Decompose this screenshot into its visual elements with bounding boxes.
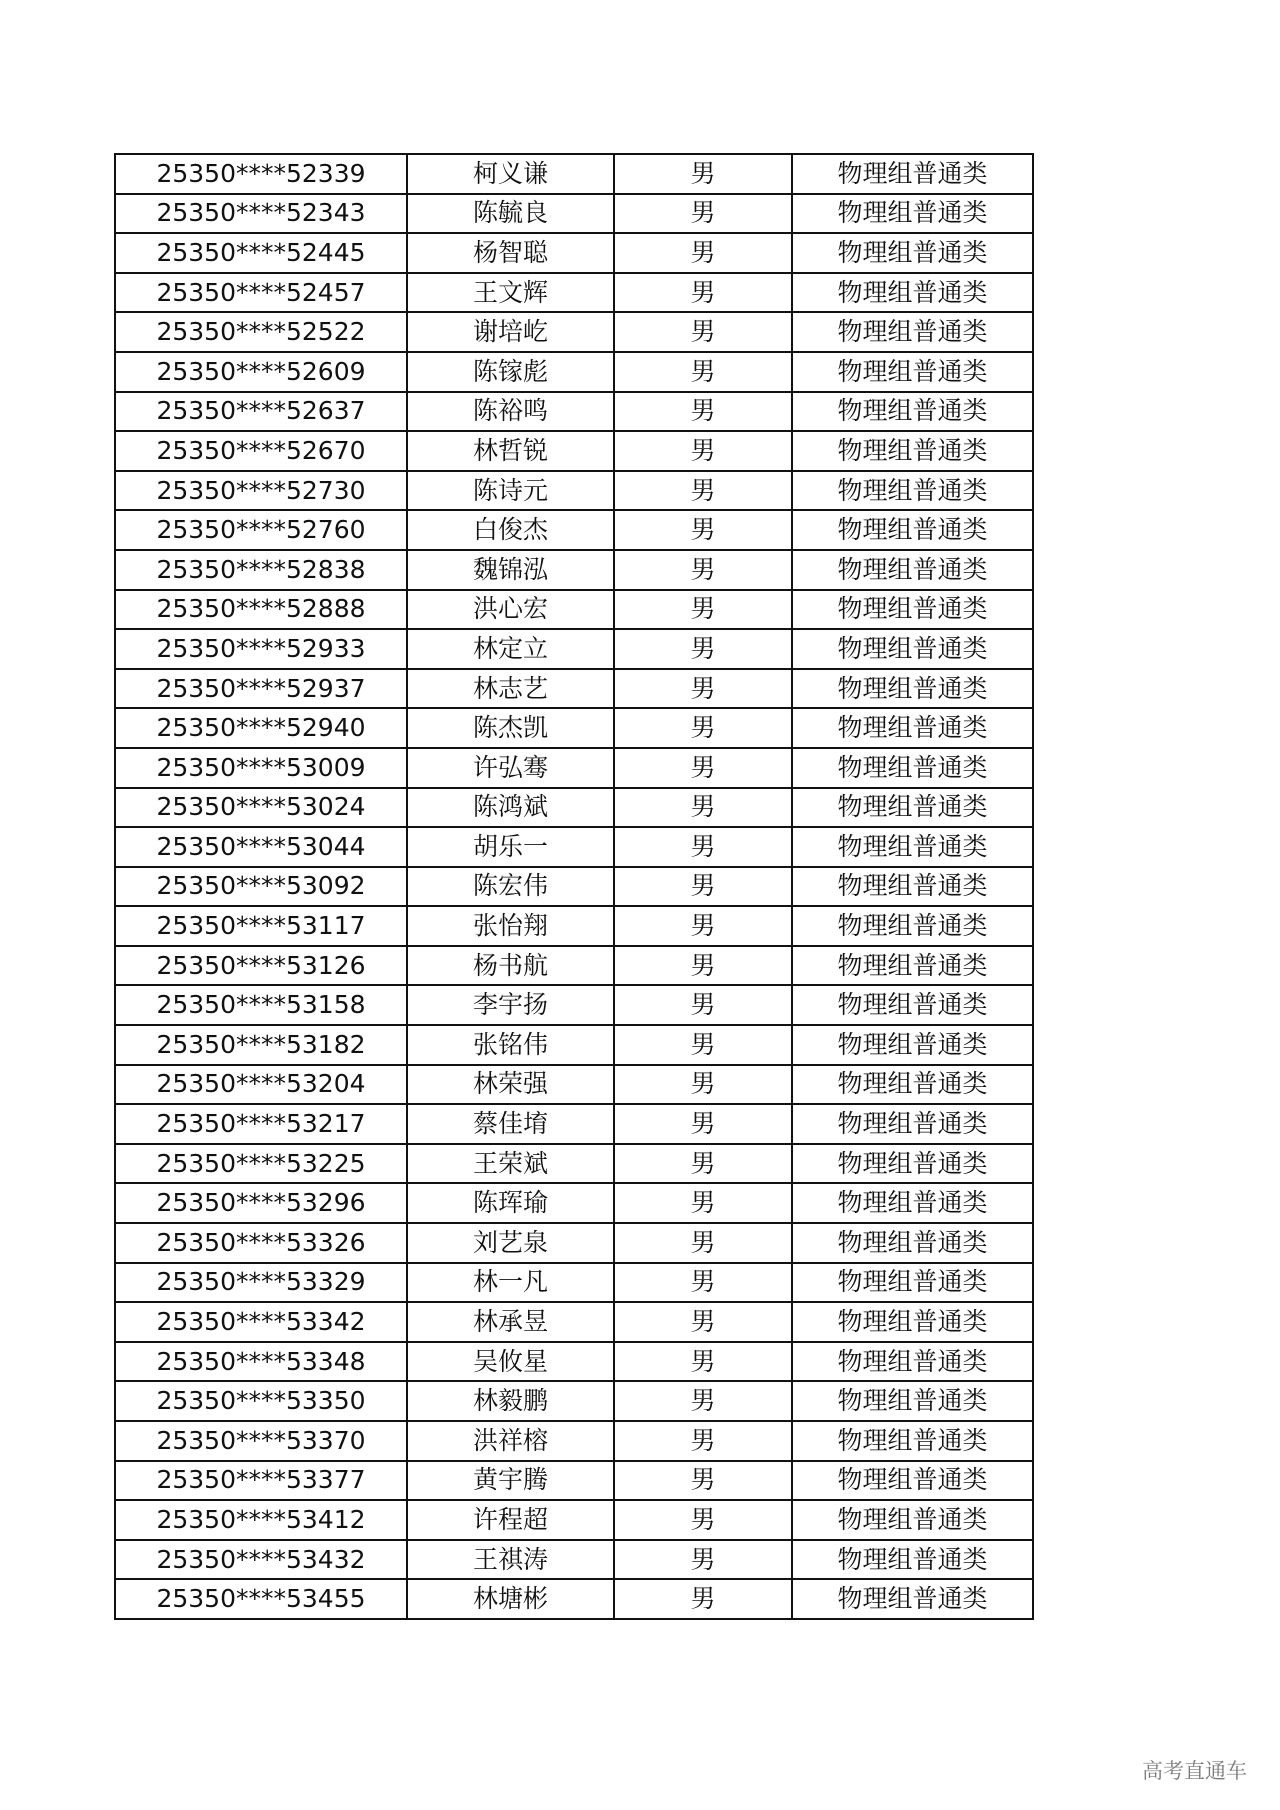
table-row xyxy=(115,1461,1033,1501)
exam-id-cell: 25350****53126 xyxy=(115,946,407,986)
student-name-cell: 谢培屹 xyxy=(407,312,614,352)
category-cell: 物理组普通类 xyxy=(792,1223,1033,1263)
category-cell: 物理组普通类 xyxy=(792,312,1033,352)
exam-id-cell: 25350****53296 xyxy=(115,1183,407,1223)
category-cell: 物理组普通类 xyxy=(792,946,1033,986)
student-name-cell: 林塘彬 xyxy=(407,1579,614,1619)
category-cell: 物理组普通类 xyxy=(792,906,1033,946)
exam-id-cell: 25350****53432 xyxy=(115,1540,407,1580)
gender-cell: 男 xyxy=(614,708,792,748)
exam-id-cell: 25350****52457 xyxy=(115,273,407,313)
exam-id-cell: 25350****53092 xyxy=(115,867,407,907)
exam-id-cell: 25350****53370 xyxy=(115,1421,407,1461)
roster-table-body xyxy=(115,154,1033,1619)
student-name-cell: 张怡翔 xyxy=(407,906,614,946)
exam-id-cell: 25350****52730 xyxy=(115,471,407,511)
gender-cell: 男 xyxy=(614,1104,792,1144)
student-name-cell: 林荣强 xyxy=(407,1065,614,1105)
student-name-cell: 黄宇腾 xyxy=(407,1461,614,1501)
table-row xyxy=(115,233,1033,273)
gender-cell: 男 xyxy=(614,1342,792,1382)
exam-id-cell: 25350****52933 xyxy=(115,629,407,669)
table-row xyxy=(115,788,1033,828)
gender-cell: 男 xyxy=(614,1461,792,1501)
gender-cell: 男 xyxy=(614,1302,792,1342)
exam-id-cell: 25350****52522 xyxy=(115,312,407,352)
gender-cell: 男 xyxy=(614,1381,792,1421)
gender-cell: 男 xyxy=(614,1500,792,1540)
gender-cell: 男 xyxy=(614,788,792,828)
table-row xyxy=(115,1302,1033,1342)
table-row xyxy=(115,1144,1033,1184)
exam-id-cell: 25350****52445 xyxy=(115,233,407,273)
category-cell: 物理组普通类 xyxy=(792,1302,1033,1342)
table-row xyxy=(115,154,1033,194)
table-row xyxy=(115,471,1033,511)
exam-id-cell: 25350****52838 xyxy=(115,550,407,590)
gender-cell: 男 xyxy=(614,471,792,511)
category-cell: 物理组普通类 xyxy=(792,550,1033,590)
table-row xyxy=(115,510,1033,550)
category-cell: 物理组普通类 xyxy=(792,431,1033,471)
gender-cell: 男 xyxy=(614,273,792,313)
gender-cell: 男 xyxy=(614,748,792,788)
category-cell: 物理组普通类 xyxy=(792,392,1033,432)
gender-cell: 男 xyxy=(614,906,792,946)
exam-id-cell: 25350****53182 xyxy=(115,1025,407,1065)
category-cell: 物理组普通类 xyxy=(792,471,1033,511)
table-row xyxy=(115,194,1033,234)
table-row xyxy=(115,985,1033,1025)
student-name-cell: 陈诗元 xyxy=(407,471,614,511)
table-row xyxy=(115,590,1033,630)
category-cell: 物理组普通类 xyxy=(792,590,1033,630)
gender-cell: 男 xyxy=(614,629,792,669)
gender-cell: 男 xyxy=(614,1579,792,1619)
table-row xyxy=(115,827,1033,867)
student-name-cell: 洪祥榕 xyxy=(407,1421,614,1461)
student-name-cell: 林一凡 xyxy=(407,1263,614,1303)
table-row xyxy=(115,708,1033,748)
student-name-cell: 陈珲瑜 xyxy=(407,1183,614,1223)
category-cell: 物理组普通类 xyxy=(792,867,1033,907)
category-cell: 物理组普通类 xyxy=(792,1421,1033,1461)
exam-id-cell: 25350****53117 xyxy=(115,906,407,946)
category-cell: 物理组普通类 xyxy=(792,154,1033,194)
gender-cell: 男 xyxy=(614,550,792,590)
category-cell: 物理组普通类 xyxy=(792,194,1033,234)
category-cell: 物理组普通类 xyxy=(792,708,1033,748)
category-cell: 物理组普通类 xyxy=(792,1144,1033,1184)
student-name-cell: 王荣斌 xyxy=(407,1144,614,1184)
table-row xyxy=(115,1579,1033,1619)
table-row xyxy=(115,312,1033,352)
student-name-cell: 林哲锐 xyxy=(407,431,614,471)
gender-cell: 男 xyxy=(614,154,792,194)
exam-id-cell: 25350****52937 xyxy=(115,669,407,709)
exam-id-cell: 25350****52940 xyxy=(115,708,407,748)
table-row xyxy=(115,1025,1033,1065)
student-name-cell: 陈鸿斌 xyxy=(407,788,614,828)
student-name-cell: 洪心宏 xyxy=(407,590,614,630)
student-roster-table xyxy=(114,153,1034,1620)
category-cell: 物理组普通类 xyxy=(792,985,1033,1025)
student-name-cell: 林志艺 xyxy=(407,669,614,709)
exam-id-cell: 25350****53412 xyxy=(115,1500,407,1540)
gender-cell: 男 xyxy=(614,1540,792,1580)
student-name-cell: 刘艺泉 xyxy=(407,1223,614,1263)
exam-id-cell: 25350****52888 xyxy=(115,590,407,630)
gender-cell: 男 xyxy=(614,194,792,234)
table-row xyxy=(115,1104,1033,1144)
table-row xyxy=(115,1065,1033,1105)
student-name-cell: 王祺涛 xyxy=(407,1540,614,1580)
exam-id-cell: 25350****53204 xyxy=(115,1065,407,1105)
table-row xyxy=(115,1421,1033,1461)
category-cell: 物理组普通类 xyxy=(792,827,1033,867)
student-name-cell: 魏锦泓 xyxy=(407,550,614,590)
gender-cell: 男 xyxy=(614,946,792,986)
table-row xyxy=(115,352,1033,392)
exam-id-cell: 25350****53329 xyxy=(115,1263,407,1303)
gender-cell: 男 xyxy=(614,431,792,471)
gender-cell: 男 xyxy=(614,867,792,907)
category-cell: 物理组普通类 xyxy=(792,233,1033,273)
category-cell: 物理组普通类 xyxy=(792,1342,1033,1382)
category-cell: 物理组普通类 xyxy=(792,1381,1033,1421)
exam-id-cell: 25350****53158 xyxy=(115,985,407,1025)
student-name-cell: 李宇扬 xyxy=(407,985,614,1025)
student-name-cell: 杨智聪 xyxy=(407,233,614,273)
table-row xyxy=(115,1183,1033,1223)
category-cell: 物理组普通类 xyxy=(792,669,1033,709)
student-name-cell: 陈宏伟 xyxy=(407,867,614,907)
category-cell: 物理组普通类 xyxy=(792,510,1033,550)
category-cell: 物理组普通类 xyxy=(792,273,1033,313)
category-cell: 物理组普通类 xyxy=(792,1540,1033,1580)
table-row xyxy=(115,273,1033,313)
student-name-cell: 张铭伟 xyxy=(407,1025,614,1065)
table-row xyxy=(115,1223,1033,1263)
gender-cell: 男 xyxy=(614,590,792,630)
watermark-text: 高考直通车 xyxy=(1142,1759,1247,1783)
student-name-cell: 杨书航 xyxy=(407,946,614,986)
table-row xyxy=(115,867,1033,907)
exam-id-cell: 25350****52609 xyxy=(115,352,407,392)
category-cell: 物理组普通类 xyxy=(792,1579,1033,1619)
table-row xyxy=(115,1500,1033,1540)
gender-cell: 男 xyxy=(614,1065,792,1105)
student-name-cell: 王文辉 xyxy=(407,273,614,313)
gender-cell: 男 xyxy=(614,1144,792,1184)
exam-id-cell: 25350****52637 xyxy=(115,392,407,432)
category-cell: 物理组普通类 xyxy=(792,1065,1033,1105)
exam-id-cell: 25350****53377 xyxy=(115,1461,407,1501)
gender-cell: 男 xyxy=(614,827,792,867)
table-row xyxy=(115,748,1033,788)
gender-cell: 男 xyxy=(614,352,792,392)
student-name-cell: 许弘骞 xyxy=(407,748,614,788)
student-name-cell: 林承昱 xyxy=(407,1302,614,1342)
category-cell: 物理组普通类 xyxy=(792,352,1033,392)
table-row xyxy=(115,946,1033,986)
table-row xyxy=(115,1540,1033,1580)
category-cell: 物理组普通类 xyxy=(792,629,1033,669)
table-row xyxy=(115,1263,1033,1303)
gender-cell: 男 xyxy=(614,1421,792,1461)
category-cell: 物理组普通类 xyxy=(792,1183,1033,1223)
table-row xyxy=(115,906,1033,946)
category-cell: 物理组普通类 xyxy=(792,1025,1033,1065)
category-cell: 物理组普通类 xyxy=(792,748,1033,788)
category-cell: 物理组普通类 xyxy=(792,1104,1033,1144)
student-name-cell: 吴攸星 xyxy=(407,1342,614,1382)
gender-cell: 男 xyxy=(614,312,792,352)
gender-cell: 男 xyxy=(614,392,792,432)
student-name-cell: 许程超 xyxy=(407,1500,614,1540)
exam-id-cell: 25350****53044 xyxy=(115,827,407,867)
student-name-cell: 林毅鹏 xyxy=(407,1381,614,1421)
exam-id-cell: 25350****53342 xyxy=(115,1302,407,1342)
exam-id-cell: 25350****53024 xyxy=(115,788,407,828)
student-name-cell: 柯义谦 xyxy=(407,154,614,194)
exam-id-cell: 25350****53348 xyxy=(115,1342,407,1382)
category-cell: 物理组普通类 xyxy=(792,1461,1033,1501)
category-cell: 物理组普通类 xyxy=(792,1500,1033,1540)
gender-cell: 男 xyxy=(614,985,792,1025)
exam-id-cell: 25350****53455 xyxy=(115,1579,407,1619)
student-name-cell: 陈杰凯 xyxy=(407,708,614,748)
student-name-cell: 陈毓良 xyxy=(407,194,614,234)
exam-id-cell: 25350****53326 xyxy=(115,1223,407,1263)
exam-id-cell: 25350****53009 xyxy=(115,748,407,788)
table-row xyxy=(115,431,1033,471)
gender-cell: 男 xyxy=(614,1263,792,1303)
exam-id-cell: 25350****52760 xyxy=(115,510,407,550)
student-name-cell: 蔡佳堉 xyxy=(407,1104,614,1144)
student-name-cell: 白俊杰 xyxy=(407,510,614,550)
gender-cell: 男 xyxy=(614,510,792,550)
exam-id-cell: 25350****53217 xyxy=(115,1104,407,1144)
gender-cell: 男 xyxy=(614,1183,792,1223)
table-row xyxy=(115,669,1033,709)
exam-id-cell: 25350****52343 xyxy=(115,194,407,234)
table-row xyxy=(115,1342,1033,1382)
exam-id-cell: 25350****52670 xyxy=(115,431,407,471)
student-name-cell: 陈裕鸣 xyxy=(407,392,614,432)
exam-id-cell: 25350****53225 xyxy=(115,1144,407,1184)
student-name-cell: 陈镓彪 xyxy=(407,352,614,392)
exam-id-cell: 25350****53350 xyxy=(115,1381,407,1421)
category-cell: 物理组普通类 xyxy=(792,1263,1033,1303)
table-row xyxy=(115,629,1033,669)
table-row xyxy=(115,392,1033,432)
gender-cell: 男 xyxy=(614,669,792,709)
table-row xyxy=(115,550,1033,590)
gender-cell: 男 xyxy=(614,1223,792,1263)
student-name-cell: 胡乐一 xyxy=(407,827,614,867)
gender-cell: 男 xyxy=(614,1025,792,1065)
table-row xyxy=(115,1381,1033,1421)
student-name-cell: 林定立 xyxy=(407,629,614,669)
category-cell: 物理组普通类 xyxy=(792,788,1033,828)
gender-cell: 男 xyxy=(614,233,792,273)
exam-id-cell: 25350****52339 xyxy=(115,154,407,194)
